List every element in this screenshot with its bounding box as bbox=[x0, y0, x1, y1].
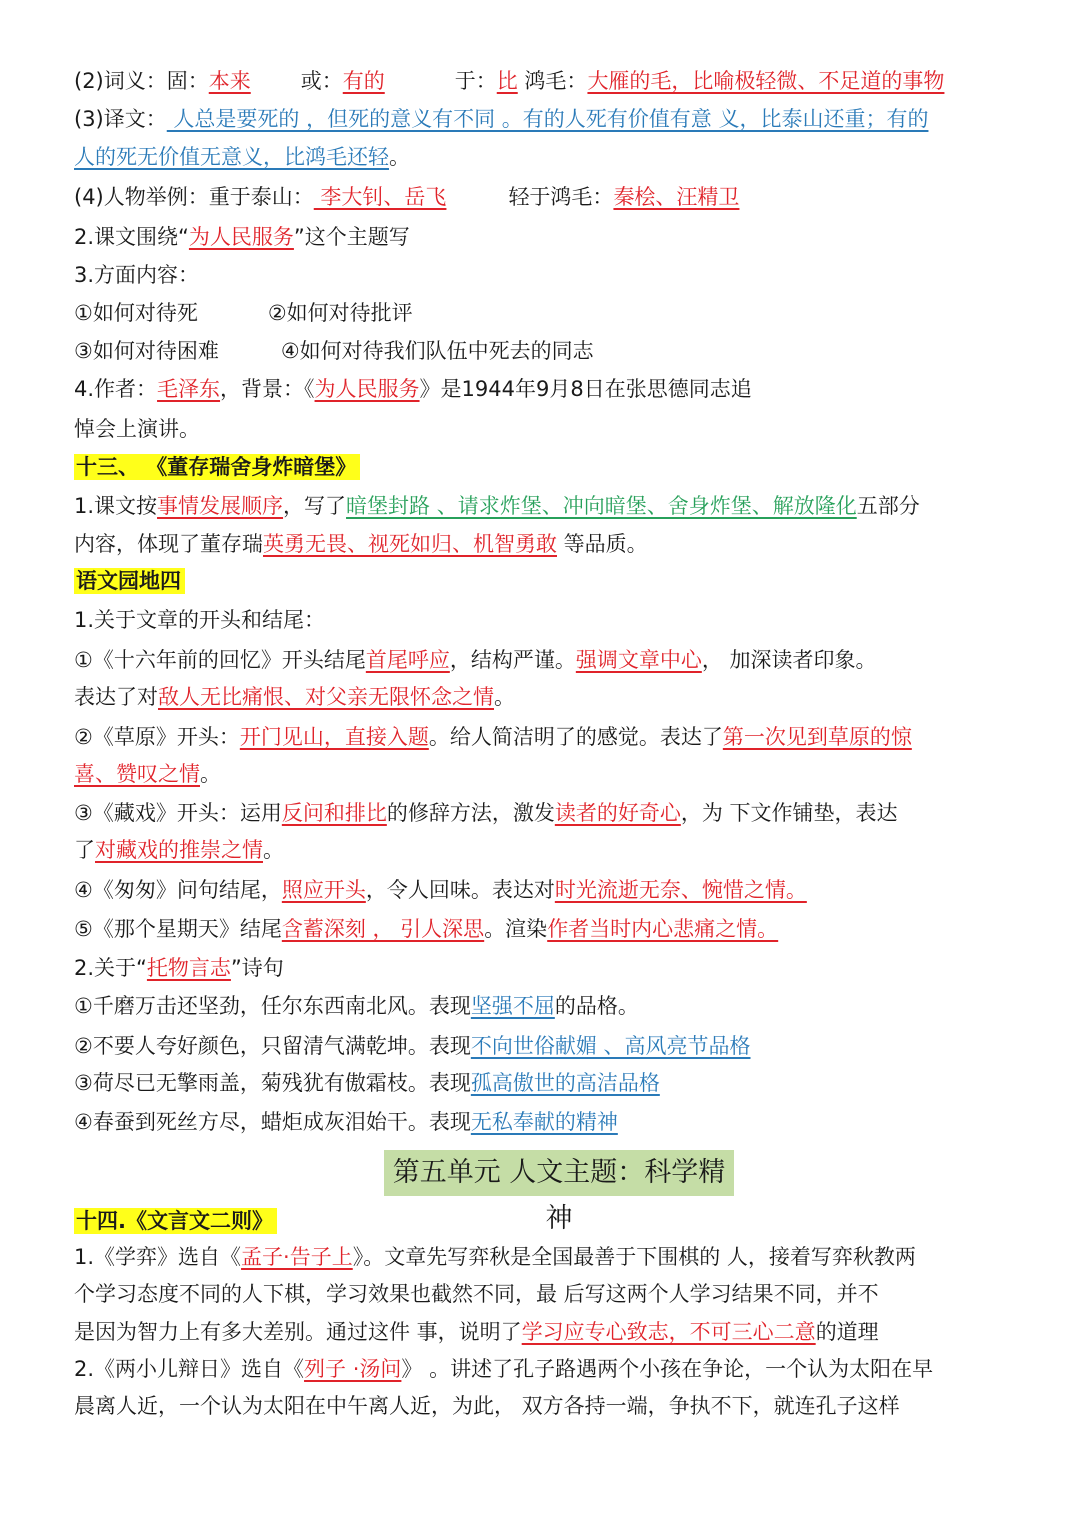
theme-line bbox=[74, 222, 410, 252]
text: 。 bbox=[494, 685, 515, 709]
text: ，令人回味。表达对 bbox=[365, 878, 555, 902]
answer-red: 有的 bbox=[342, 69, 385, 93]
sunday-line bbox=[74, 914, 778, 944]
text: 表达了对 bbox=[74, 685, 158, 709]
text: 个学习态度不同的人下棋，学习效果也截然不同，最 后写这两个人学习结果不同，并不 bbox=[74, 1282, 879, 1306]
text: 了 bbox=[74, 838, 95, 862]
answer-red: 大雁的毛，比喻极轻微、不足道的事物 bbox=[587, 69, 945, 93]
answer-red: 读者的好奇心 bbox=[554, 801, 681, 825]
text: 》。文章先写弈秋是全国最善于下围棋的 人，接着写弈秋教两 bbox=[352, 1245, 916, 1269]
grassland-line-2 bbox=[74, 759, 221, 789]
text: 1.课文按 bbox=[74, 494, 158, 518]
text: ②如何对待批评 bbox=[267, 301, 413, 325]
aspects-line-2 bbox=[74, 336, 594, 366]
text: 。渲染 bbox=[484, 917, 548, 941]
text: (3)译文： bbox=[74, 107, 167, 131]
answer-red: 托物言志 bbox=[146, 956, 231, 980]
translation-line bbox=[74, 104, 928, 134]
text: 于： bbox=[454, 69, 497, 93]
text: (2)词义：固： bbox=[74, 69, 209, 93]
text: ③《藏戏》开头：运用 bbox=[74, 801, 282, 825]
answer-red: 毛泽东 bbox=[157, 377, 221, 401]
text: ④《匆匆》问句结尾， bbox=[74, 878, 282, 902]
answer-red: 含蓄深刻 ， 引人深思 bbox=[281, 917, 485, 941]
text: 鸿毛： bbox=[517, 69, 588, 93]
answer-red: 首尾呼应 bbox=[365, 648, 450, 672]
tibetan-opera-line-2 bbox=[74, 835, 284, 865]
grassland-line bbox=[74, 722, 912, 752]
answer-red: 喜、赞叹之情 bbox=[74, 762, 200, 786]
xueyi-line-3 bbox=[74, 1317, 879, 1347]
text: 悼会上演讲。 bbox=[74, 417, 200, 441]
section-13-heading bbox=[74, 452, 360, 482]
text: 。 bbox=[263, 838, 284, 862]
answer-blue: 不向世俗献媚 、高风亮节品格 bbox=[470, 1034, 751, 1058]
highlighted-heading: 十四.《文言文二则》 bbox=[74, 1208, 277, 1234]
openings-heading bbox=[74, 605, 325, 635]
answer-red: 列子 ·汤问 bbox=[304, 1357, 402, 1381]
answer-red: 为人民服务 bbox=[314, 377, 420, 401]
text: 》是1944年9月8日在张思德同志追 bbox=[419, 377, 752, 401]
answer-red: 秦桧、汪精卫 bbox=[613, 185, 740, 209]
text: ①千磨万击还坚劲，任尔东西南北风。表现 bbox=[74, 994, 471, 1018]
text: ④如何对待我们队伍中死去的同志 bbox=[280, 339, 594, 363]
text: (4)人物举例：重于泰山： bbox=[74, 185, 314, 209]
text: 1.关于文章的开头和结尾： bbox=[74, 608, 326, 632]
xueyi-line-1 bbox=[74, 1242, 916, 1272]
recall-line-2 bbox=[74, 682, 515, 712]
debate-sun-line-1 bbox=[74, 1354, 933, 1384]
text: ”这个主题写 bbox=[293, 225, 410, 249]
answer-red: 孟子·告子上 bbox=[241, 1245, 353, 1269]
answer-red: 时光流逝无奈、惋惜之情。 bbox=[554, 878, 807, 902]
answer-blue: 孤高傲世的高洁品格 bbox=[470, 1071, 660, 1095]
text: 等品质。 bbox=[557, 532, 648, 556]
answer-red: 本来 bbox=[208, 69, 251, 93]
answer-blue: 人的死无价值无意义，比鸿毛还轻 bbox=[74, 145, 389, 169]
text: ”诗句 bbox=[230, 956, 284, 980]
answer-red: 为人民服务 bbox=[188, 225, 294, 249]
poem-line-2 bbox=[74, 1031, 751, 1061]
text: ②不要人夸好颜色，只留清气满乾坤。表现 bbox=[74, 1034, 471, 1058]
text: 2.关于“ bbox=[74, 956, 147, 980]
text: 4.作者： bbox=[74, 377, 158, 401]
answer-red: 学习应专心致志，不可三心二意 bbox=[521, 1320, 816, 1344]
poem-line-4 bbox=[74, 1107, 618, 1137]
answer-blue: 坚强不屈 bbox=[470, 994, 555, 1018]
answer-red: 照应开头 bbox=[281, 878, 366, 902]
text: 晨离人近，一个认为太阳在中午离人近，为此， 双方各持一端，争执不下，就连孔子这样 bbox=[74, 1394, 900, 1418]
answer-red: 李大钊、岳飞 bbox=[313, 185, 447, 209]
highlighted-heading: 十三、 《董存瑞舍身炸暗堡》 bbox=[74, 454, 360, 480]
hurry-line bbox=[74, 875, 807, 905]
author-line bbox=[74, 374, 752, 404]
aspects-line-1 bbox=[74, 298, 413, 328]
text: 。 bbox=[200, 762, 221, 786]
garden-heading bbox=[74, 566, 185, 596]
text: 五部分 bbox=[856, 494, 920, 518]
text: ④春蚕到死丝方尽，蜡炬成灰泪始干。表现 bbox=[74, 1110, 471, 1134]
aspects-heading bbox=[74, 260, 199, 290]
text: ③如何对待困难 bbox=[74, 339, 219, 363]
text: 3.方面内容： bbox=[74, 263, 200, 287]
text: 。给人简洁明了的感觉。表达了 bbox=[428, 725, 723, 749]
text: 或： bbox=[300, 69, 343, 93]
text: ，结构严谨。 bbox=[449, 648, 576, 672]
answer-red: 事情发展顺序 bbox=[157, 494, 284, 518]
text: 的修辞方法，激发 bbox=[386, 801, 555, 825]
text: 内容，体现了董存瑞 bbox=[74, 532, 263, 556]
word-meaning-line bbox=[74, 66, 944, 96]
xueyi-line-2 bbox=[74, 1279, 879, 1309]
unit-5-banner: 第五单元 人文主题：科学精神 bbox=[384, 1150, 734, 1196]
text: 的道理 bbox=[815, 1320, 879, 1344]
answer-red: 对藏戏的推崇之情 bbox=[95, 838, 263, 862]
text: ①《十六年前的回忆》开头结尾 bbox=[74, 648, 366, 672]
text: 1.《学弈》选自《 bbox=[74, 1245, 242, 1269]
text: ①如何对待死 bbox=[74, 301, 198, 325]
text: ⑤《那个星期天》结尾 bbox=[74, 917, 282, 941]
poem-line-3 bbox=[74, 1068, 660, 1098]
translation-line-2 bbox=[74, 142, 410, 172]
recall-line bbox=[74, 645, 877, 675]
text: ，为 下文作铺垫，表达 bbox=[680, 801, 898, 825]
dong-cunrui-line-2 bbox=[74, 529, 648, 559]
section-14-heading bbox=[74, 1206, 277, 1236]
poems-heading bbox=[74, 953, 284, 983]
debate-sun-line-2 bbox=[74, 1391, 900, 1421]
text: ，背景：《 bbox=[220, 377, 315, 401]
examples-line bbox=[74, 182, 739, 212]
answer-red: 比 bbox=[496, 69, 518, 93]
text: 》 。讲述了孔子路遇两个小孩在争论，一个认为太阳在早 bbox=[401, 1357, 934, 1381]
answer-blue: 无私奉献的精神 bbox=[470, 1110, 618, 1134]
dong-cunrui-line-1 bbox=[74, 491, 920, 521]
answer-green: 暗堡封路 、请求炸堡、冲向暗堡、舍身炸堡、解放隆化 bbox=[346, 494, 857, 518]
text: ②《草原》开头： bbox=[74, 725, 240, 749]
text: ，写了 bbox=[283, 494, 347, 518]
answer-red: 第一次见到草原的惊 bbox=[722, 725, 912, 749]
text: 2.课文围绕“ bbox=[74, 225, 189, 249]
text: 。 bbox=[389, 145, 410, 169]
answer-red: 英勇无畏、视死如归、机智勇敢 bbox=[263, 532, 557, 556]
poem-line-1 bbox=[74, 991, 639, 1021]
answer-red: 作者当时内心悲痛之情。 bbox=[547, 917, 779, 941]
text: 轻于鸿毛： bbox=[508, 185, 614, 209]
text: 的品格。 bbox=[554, 994, 639, 1018]
answer-red: 敌人无比痛恨、对父亲无限怀念之情 bbox=[158, 685, 494, 709]
tibetan-opera-line bbox=[74, 798, 898, 828]
author-line-2 bbox=[74, 414, 200, 444]
answer-red: 开门见山，直接入题 bbox=[239, 725, 429, 749]
text: ③荷尽已无擎雨盖，菊残犹有傲霜枝。表现 bbox=[74, 1071, 471, 1095]
answer-blue: 人总是要死的 ，但死的意义有不同 。有的人死有价值有意 义，比泰山还重；有的 bbox=[166, 107, 929, 131]
answer-red: 强调文章中心 bbox=[575, 648, 702, 672]
text: ， 加深读者印象。 bbox=[701, 648, 877, 672]
text: 是因为智力上有多大差别。通过这件 事，说明了 bbox=[74, 1320, 522, 1344]
text: 2.《两小儿辩日》选自《 bbox=[74, 1357, 305, 1381]
answer-red: 反问和排比 bbox=[281, 801, 387, 825]
highlighted-heading: 语文园地四 bbox=[74, 568, 185, 594]
